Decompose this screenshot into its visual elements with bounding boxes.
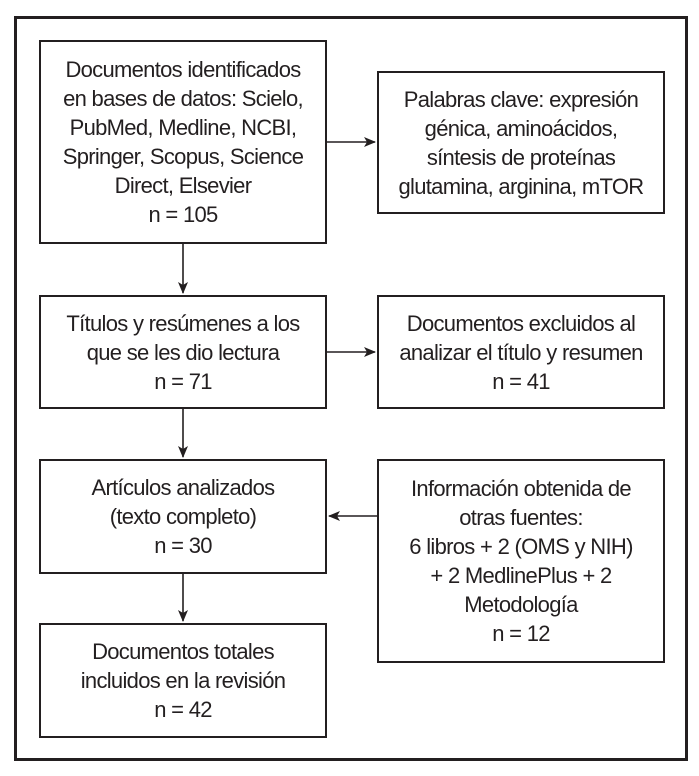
box-text-line: Artículos analizados [91, 475, 275, 500]
box-text-line: Documentos identificados [65, 57, 301, 82]
box-text-line: incluidos en la revisión [80, 668, 286, 693]
box-count: n = 42 [154, 697, 212, 722]
box-text-line: síntesis de proteínas [426, 144, 616, 170]
box-text-line: en bases de datos: Scielo, [63, 86, 303, 111]
box-text-line: otras fuentes: [459, 505, 583, 530]
box-count: n = 30 [154, 533, 212, 558]
box-text-line: + 2 MedlinePlus + 2 [430, 563, 612, 588]
box-text-line: Documentos excluidos al [406, 310, 636, 336]
box-text-line: Títulos y resúmenes a los [66, 310, 300, 336]
box-text-line: Springer, Scopus, Science [62, 144, 304, 169]
box-text-line: analizar el título y resumen [399, 339, 643, 365]
box-text-line: Metodología [464, 592, 578, 617]
box-count: n = 71 [154, 368, 212, 394]
box-text-line: 6 libros + 2 (OMS y NIH) [409, 534, 633, 559]
box-text-line: Direct, Elsevier [114, 173, 252, 198]
box-text-line: glutamina, arginina, mTOR [398, 173, 644, 199]
box-text-line: Información obtenida de [411, 476, 631, 501]
box-count: n = 105 [148, 202, 218, 227]
box-count: n = 12 [492, 621, 550, 646]
box-text-line: que se les dio lectura [86, 339, 280, 365]
box-text-line: (texto completo) [109, 504, 257, 529]
box-text-line: Palabras clave: expresión [403, 86, 639, 112]
box-text-line: PubMed, Medline, NCBI, [69, 115, 297, 140]
box-text-line: génica, aminoácidos, [424, 115, 618, 141]
box-text-line: Documentos totales [92, 639, 274, 664]
box-count: n = 41 [492, 368, 550, 394]
